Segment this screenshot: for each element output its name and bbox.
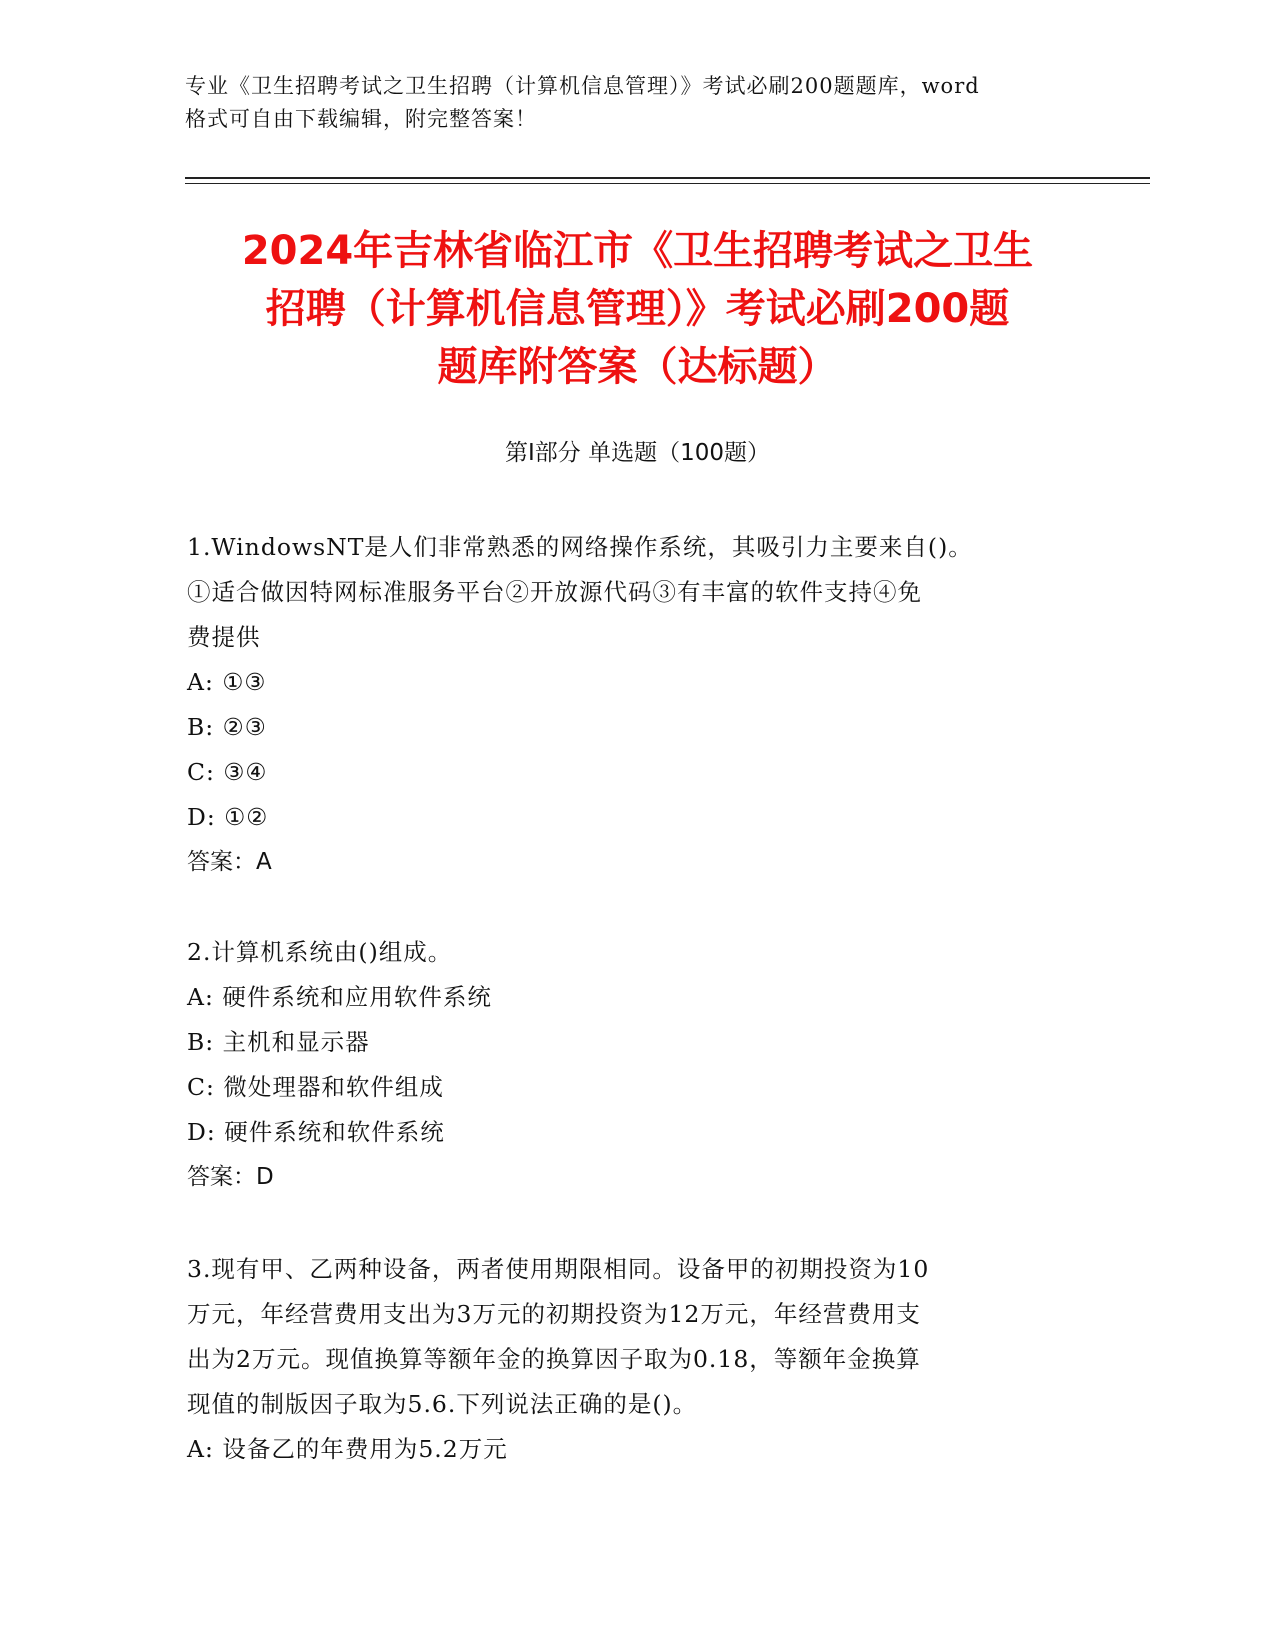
question-stem-line: 3.现有甲、乙两种设备，两者使用期限相同。设备甲的初期投资为10	[187, 1255, 930, 1283]
option-a: A: 硬件系统和应用软件系统	[187, 983, 492, 1011]
option-c: C: 微处理器和软件组成	[187, 1073, 444, 1101]
question-stem-line: 1.WindowsNT是人们非常熟悉的网络操作系统，其吸引力主要来自()。	[187, 533, 973, 561]
header-note-line: 专业《卫生招聘考试之卫生招聘（计算机信息管理）》考试必刷200题题库，word	[185, 74, 980, 98]
option-d: D: ①②	[187, 803, 269, 831]
option-b: B: ②③	[187, 713, 267, 741]
question-stem-line: 万元，年经营费用支出为3万元的初期投资为12万元，年经营费用支	[187, 1300, 921, 1328]
option-a: A: ①③	[187, 668, 267, 696]
question-2	[187, 930, 1087, 1200]
option-c: C: ③④	[187, 758, 268, 786]
header-divider	[185, 177, 1150, 179]
option-a: A: 设备乙的年费用为5.2万元	[187, 1435, 508, 1463]
title-line: 题库附答案（达标题）	[437, 344, 838, 390]
question-3	[187, 1247, 1087, 1472]
question-stem-line: 费提供	[187, 623, 261, 651]
option-b: B: 主机和显示器	[187, 1028, 370, 1056]
question-stem-line: ①适合做因特网标准服务平台②开放源代码③有丰富的软件支持④免	[187, 578, 922, 606]
document-title	[175, 222, 1100, 396]
option-d: D: 硬件系统和软件系统	[187, 1118, 445, 1146]
question-stem-line: 现值的制版因子取为5.6.下列说法正确的是()。	[187, 1390, 698, 1418]
answer: 答案：D	[187, 1164, 274, 1190]
answer: 答案：A	[187, 849, 272, 875]
question-1	[187, 525, 1087, 885]
section-title: 第Ⅰ部分 单选题（100题）	[505, 440, 770, 466]
question-stem-line: 2.计算机系统由()组成。	[187, 938, 453, 966]
title-line: 招聘（计算机信息管理）》考试必刷200题	[265, 286, 1010, 332]
title-line: 2024年吉林省临江市《卫生招聘考试之卫生	[241, 228, 1034, 274]
header-note	[185, 70, 1085, 136]
header-note-line: 格式可自由下载编辑，附完整答案！	[185, 107, 537, 131]
header-divider-thin	[185, 183, 1150, 184]
question-stem-line: 出为2万元。现值换算等额年金的换算因子取为0.18，等额年金换算	[187, 1345, 921, 1373]
